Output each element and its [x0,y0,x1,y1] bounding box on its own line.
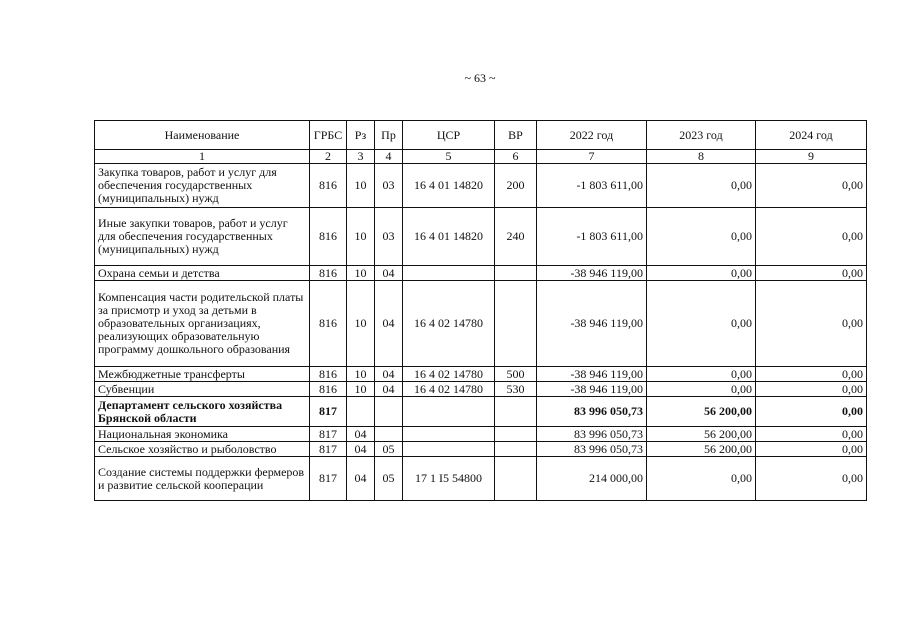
cell-name: Иные закупки товаров, работ и услуг для обеспечения государственных (муниципальных) нужд [95,208,310,266]
cell-vr: 200 [495,164,537,208]
cell-pr: 05 [375,457,403,501]
column-number-row [95,150,867,164]
column-number: 4 [375,150,403,164]
cell-vr [495,266,537,281]
cell-rz: 10 [347,367,375,382]
cell-2023: 56 200,00 [647,442,756,457]
cell-2022: -1 803 611,00 [537,208,647,266]
cell-csr: 16 4 02 14780 [403,281,495,367]
cell-vr: 500 [495,367,537,382]
header-grbs: ГРБС [310,121,347,150]
cell-2024: 0,00 [756,457,867,501]
cell-grbs: 816 [310,208,347,266]
cell-grbs: 816 [310,164,347,208]
table-row [95,266,867,281]
cell-pr: 04 [375,367,403,382]
table-row [95,367,867,382]
cell-csr: 17 1 I5 54800 [403,457,495,501]
cell-name: Компенсация части родительской платы за присмотр и уход за детьми в образовательных организациях, реализующих образовательную программу дошкольного образования [95,281,310,367]
table-row [95,427,867,442]
cell-2022: 83 996 050,73 [537,442,647,457]
cell-grbs: 817 [310,427,347,442]
header-2024: 2024 год [756,121,867,150]
cell-grbs: 816 [310,367,347,382]
header-vr: ВР [495,121,537,150]
cell-pr [375,427,403,442]
column-number: 7 [537,150,647,164]
cell-vr [495,457,537,501]
cell-vr: 240 [495,208,537,266]
cell-rz: 10 [347,382,375,397]
cell-2022: 83 996 050,73 [537,427,647,442]
cell-2024: 0,00 [756,397,867,427]
cell-rz: 04 [347,457,375,501]
cell-grbs: 817 [310,442,347,457]
cell-rz: 04 [347,427,375,442]
cell-2022: -38 946 119,00 [537,382,647,397]
column-number: 5 [403,150,495,164]
cell-pr: 04 [375,281,403,367]
cell-csr: 16 4 01 14820 [403,164,495,208]
column-number: 2 [310,150,347,164]
cell-pr: 03 [375,164,403,208]
cell-2023: 0,00 [647,208,756,266]
cell-vr [495,397,537,427]
cell-csr [403,266,495,281]
cell-pr: 04 [375,382,403,397]
cell-name: Охрана семьи и детства [95,266,310,281]
header-pr: Пр [375,121,403,150]
cell-rz [347,397,375,427]
cell-grbs: 817 [310,457,347,501]
table-row [95,208,867,266]
cell-name: Национальная экономика [95,427,310,442]
cell-2022: -38 946 119,00 [537,266,647,281]
cell-2022: 83 996 050,73 [537,397,647,427]
table-body [95,164,867,501]
table-row [95,164,867,208]
cell-2022: -38 946 119,00 [537,367,647,382]
cell-grbs: 816 [310,382,347,397]
cell-pr: 05 [375,442,403,457]
cell-name: Сельское хозяйство и рыболовство [95,442,310,457]
cell-grbs: 816 [310,281,347,367]
table-row [95,457,867,501]
cell-vr: 530 [495,382,537,397]
cell-grbs: 817 [310,397,347,427]
table-row [95,442,867,457]
column-number: 6 [495,150,537,164]
cell-rz: 04 [347,442,375,457]
budget-table [94,120,867,501]
cell-2024: 0,00 [756,208,867,266]
column-number: 1 [95,150,310,164]
cell-vr [495,281,537,367]
page-number: ~ 63 ~ [464,71,496,85]
cell-2023: 56 200,00 [647,397,756,427]
header-name: Наименование [95,121,310,150]
cell-vr [495,442,537,457]
header-csr: ЦСР [403,121,495,150]
cell-rz: 10 [347,266,375,281]
cell-name: Закупка товаров, работ и услуг для обеспечения государственных (муниципальных) нужд [95,164,310,208]
cell-2023: 0,00 [647,457,756,501]
cell-name: Субвенции [95,382,310,397]
cell-pr: 04 [375,266,403,281]
cell-2024: 0,00 [756,442,867,457]
cell-name: Межбюджетные трансферты [95,367,310,382]
cell-pr: 03 [375,208,403,266]
cell-vr [495,427,537,442]
header-2023: 2023 год [647,121,756,150]
cell-csr: 16 4 02 14780 [403,367,495,382]
column-number: 8 [647,150,756,164]
cell-2023: 0,00 [647,266,756,281]
cell-rz: 10 [347,164,375,208]
column-number: 9 [756,150,867,164]
cell-2024: 0,00 [756,367,867,382]
cell-name: Создание системы поддержки фермеров и развитие сельской кооперации [95,457,310,501]
cell-2023: 0,00 [647,367,756,382]
cell-2023: 56 200,00 [647,427,756,442]
column-number: 3 [347,150,375,164]
cell-2023: 0,00 [647,164,756,208]
cell-grbs: 816 [310,266,347,281]
cell-csr [403,427,495,442]
table-row [95,397,867,427]
cell-2024: 0,00 [756,382,867,397]
cell-rz: 10 [347,208,375,266]
cell-rz: 10 [347,281,375,367]
cell-2024: 0,00 [756,427,867,442]
cell-2023: 0,00 [647,281,756,367]
cell-name: Департамент сельского хозяйства Брянской области [95,397,310,427]
cell-2024: 0,00 [756,164,867,208]
cell-csr: 16 4 01 14820 [403,208,495,266]
cell-2024: 0,00 [756,266,867,281]
cell-pr [375,397,403,427]
header-2022: 2022 год [537,121,647,150]
table-row [95,382,867,397]
header-row [95,121,867,150]
cell-csr [403,442,495,457]
header-rz: Рз [347,121,375,150]
cell-2022: 214 000,00 [537,457,647,501]
cell-csr [403,397,495,427]
cell-2023: 0,00 [647,382,756,397]
cell-csr: 16 4 02 14780 [403,382,495,397]
cell-2022: -1 803 611,00 [537,164,647,208]
cell-2024: 0,00 [756,281,867,367]
cell-2022: -38 946 119,00 [537,281,647,367]
table-row [95,281,867,367]
